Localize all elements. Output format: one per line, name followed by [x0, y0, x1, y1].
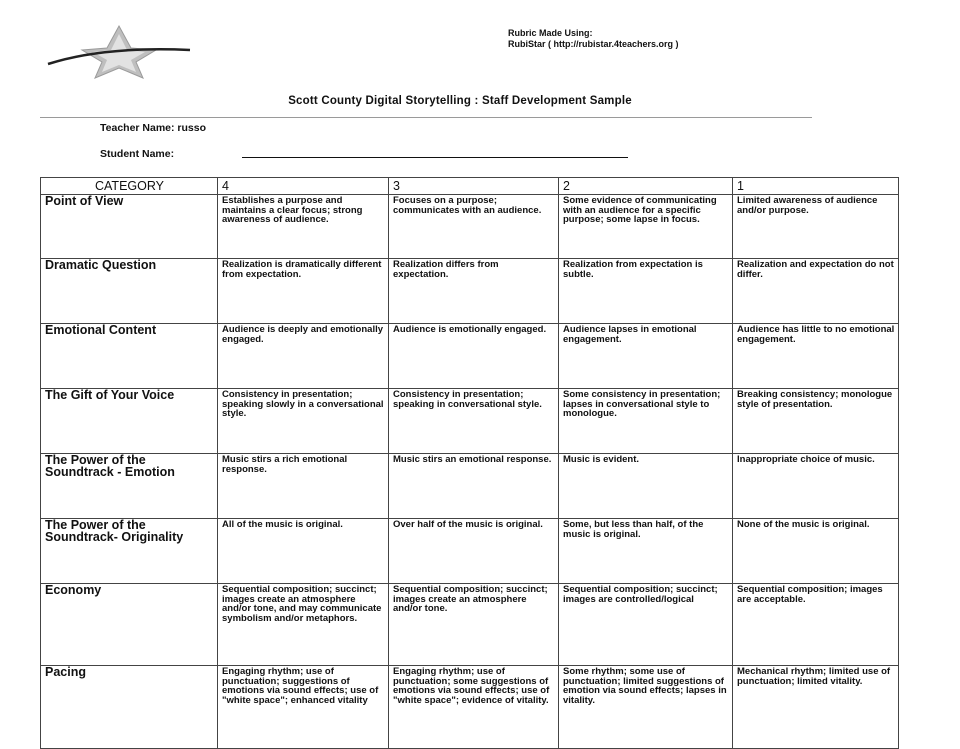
score-4-cell: Engaging rhythm; use of punctuation; suggestions of emotions via sound effects; use of "white space"; enhanced vitality [218, 666, 389, 749]
rubric-table [40, 177, 899, 749]
score-4-cell: Music stirs a rich emotional response. [218, 454, 389, 519]
score-4-cell: Sequential composition; succinct; images create an atmosphere and/or tone, and may communicate symbolism and/or metaphors. [218, 584, 389, 666]
score-3-cell: Realization differs from expectation. [389, 259, 559, 324]
category-cell: Point of View [41, 195, 218, 259]
score-2-cell: Audience lapses in emotional engagement. [559, 324, 733, 389]
score-1-cell: Limited awareness of audience and/or purpose. [733, 195, 899, 259]
score-2-cell: Music is evident. [559, 454, 733, 519]
score-3-cell: Sequential composition; succinct; images create an atmosphere and/or tone. [389, 584, 559, 666]
column-header-category: CATEGORY [41, 178, 218, 195]
score-1-cell: Sequential composition; images are acceptable. [733, 584, 899, 666]
score-3-cell: Focuses on a purpose; communicates with an audience. [389, 195, 559, 259]
credit-line-1: Rubric Made Using: [508, 28, 593, 38]
table-header-row [41, 178, 899, 195]
category-cell: Economy [41, 584, 218, 666]
table-row [41, 519, 899, 584]
score-2-cell: Sequential composition; succinct; images are controlled/logical [559, 584, 733, 666]
column-header-3: 3 [389, 178, 559, 195]
score-3-cell: Music stirs an emotional response. [389, 454, 559, 519]
teacher-name: Teacher Name: russo [100, 122, 207, 134]
category-cell: Dramatic Question [41, 259, 218, 324]
student-name-blank-line [242, 157, 628, 158]
column-header-2: 2 [559, 178, 733, 195]
score-1-cell: Inappropriate choice of music. [733, 454, 899, 519]
score-4-cell: Establishes a purpose and maintains a clear focus; strong awareness of audience. [218, 195, 389, 259]
score-1-cell: Mechanical rhythm; limited use of punctuation; limited vitality. [733, 666, 899, 749]
score-3-cell: Consistency in presentation; speaking in conversational style. [389, 389, 559, 454]
score-1-cell: Breaking consistency; monologue style of presentation. [733, 389, 899, 454]
score-1-cell: None of the music is original. [733, 519, 899, 584]
column-header-4: 4 [218, 178, 389, 195]
score-2-cell: Realization from expectation is subtle. [559, 259, 733, 324]
score-2-cell: Some consistency in presentation; lapses in conversational style to monologue. [559, 389, 733, 454]
score-4-cell: Consistency in presentation; speaking slowly in a conversational style. [218, 389, 389, 454]
column-header-1: 1 [733, 178, 899, 195]
table-row [41, 584, 899, 666]
rubistar-logo [44, 24, 194, 80]
score-1-cell: Realization and expectation do not differ. [733, 259, 899, 324]
score-3-cell: Over half of the music is original. [389, 519, 559, 584]
category-cell: Pacing [41, 666, 218, 749]
category-cell: Emotional Content [41, 324, 218, 389]
table-row [41, 666, 899, 749]
table-row [41, 259, 899, 324]
rubric-title: Scott County Digital Storytelling : Staff Development Sample [288, 95, 632, 107]
table-row [41, 324, 899, 389]
score-2-cell: Some evidence of communicating with an audience for a specific purpose; some lapse in focus. [559, 195, 733, 259]
table-row [41, 195, 899, 259]
category-cell: The Power of the Soundtrack - Emotion [41, 454, 218, 519]
student-name-label: Student Name: [100, 148, 175, 160]
score-4-cell: All of the music is original. [218, 519, 389, 584]
score-4-cell: Audience is deeply and emotionally engaged. [218, 324, 389, 389]
score-4-cell: Realization is dramatically different from expectation. [218, 259, 389, 324]
score-3-cell: Audience is emotionally engaged. [389, 324, 559, 389]
table-row [41, 454, 899, 519]
credit-line-2: RubiStar ( http://rubistar.4teachers.org ) [508, 39, 679, 49]
table-row [41, 389, 899, 454]
rubistar-credit [508, 28, 679, 50]
category-cell: The Gift of Your Voice [41, 389, 218, 454]
score-2-cell: Some, but less than half, of the music is original. [559, 519, 733, 584]
score-1-cell: Audience has little to no emotional engagement. [733, 324, 899, 389]
score-3-cell: Engaging rhythm; use of punctuation; some suggestions of emotions via sound effects; use of "white space"; evidence of vitality. [389, 666, 559, 749]
score-2-cell: Some rhythm; some use of punctuation; limited suggestions of emotion via sound effects; lapses in vitality. [559, 666, 733, 749]
category-cell: The Power of the Soundtrack- Originality [41, 519, 218, 584]
title-divider [40, 117, 812, 118]
